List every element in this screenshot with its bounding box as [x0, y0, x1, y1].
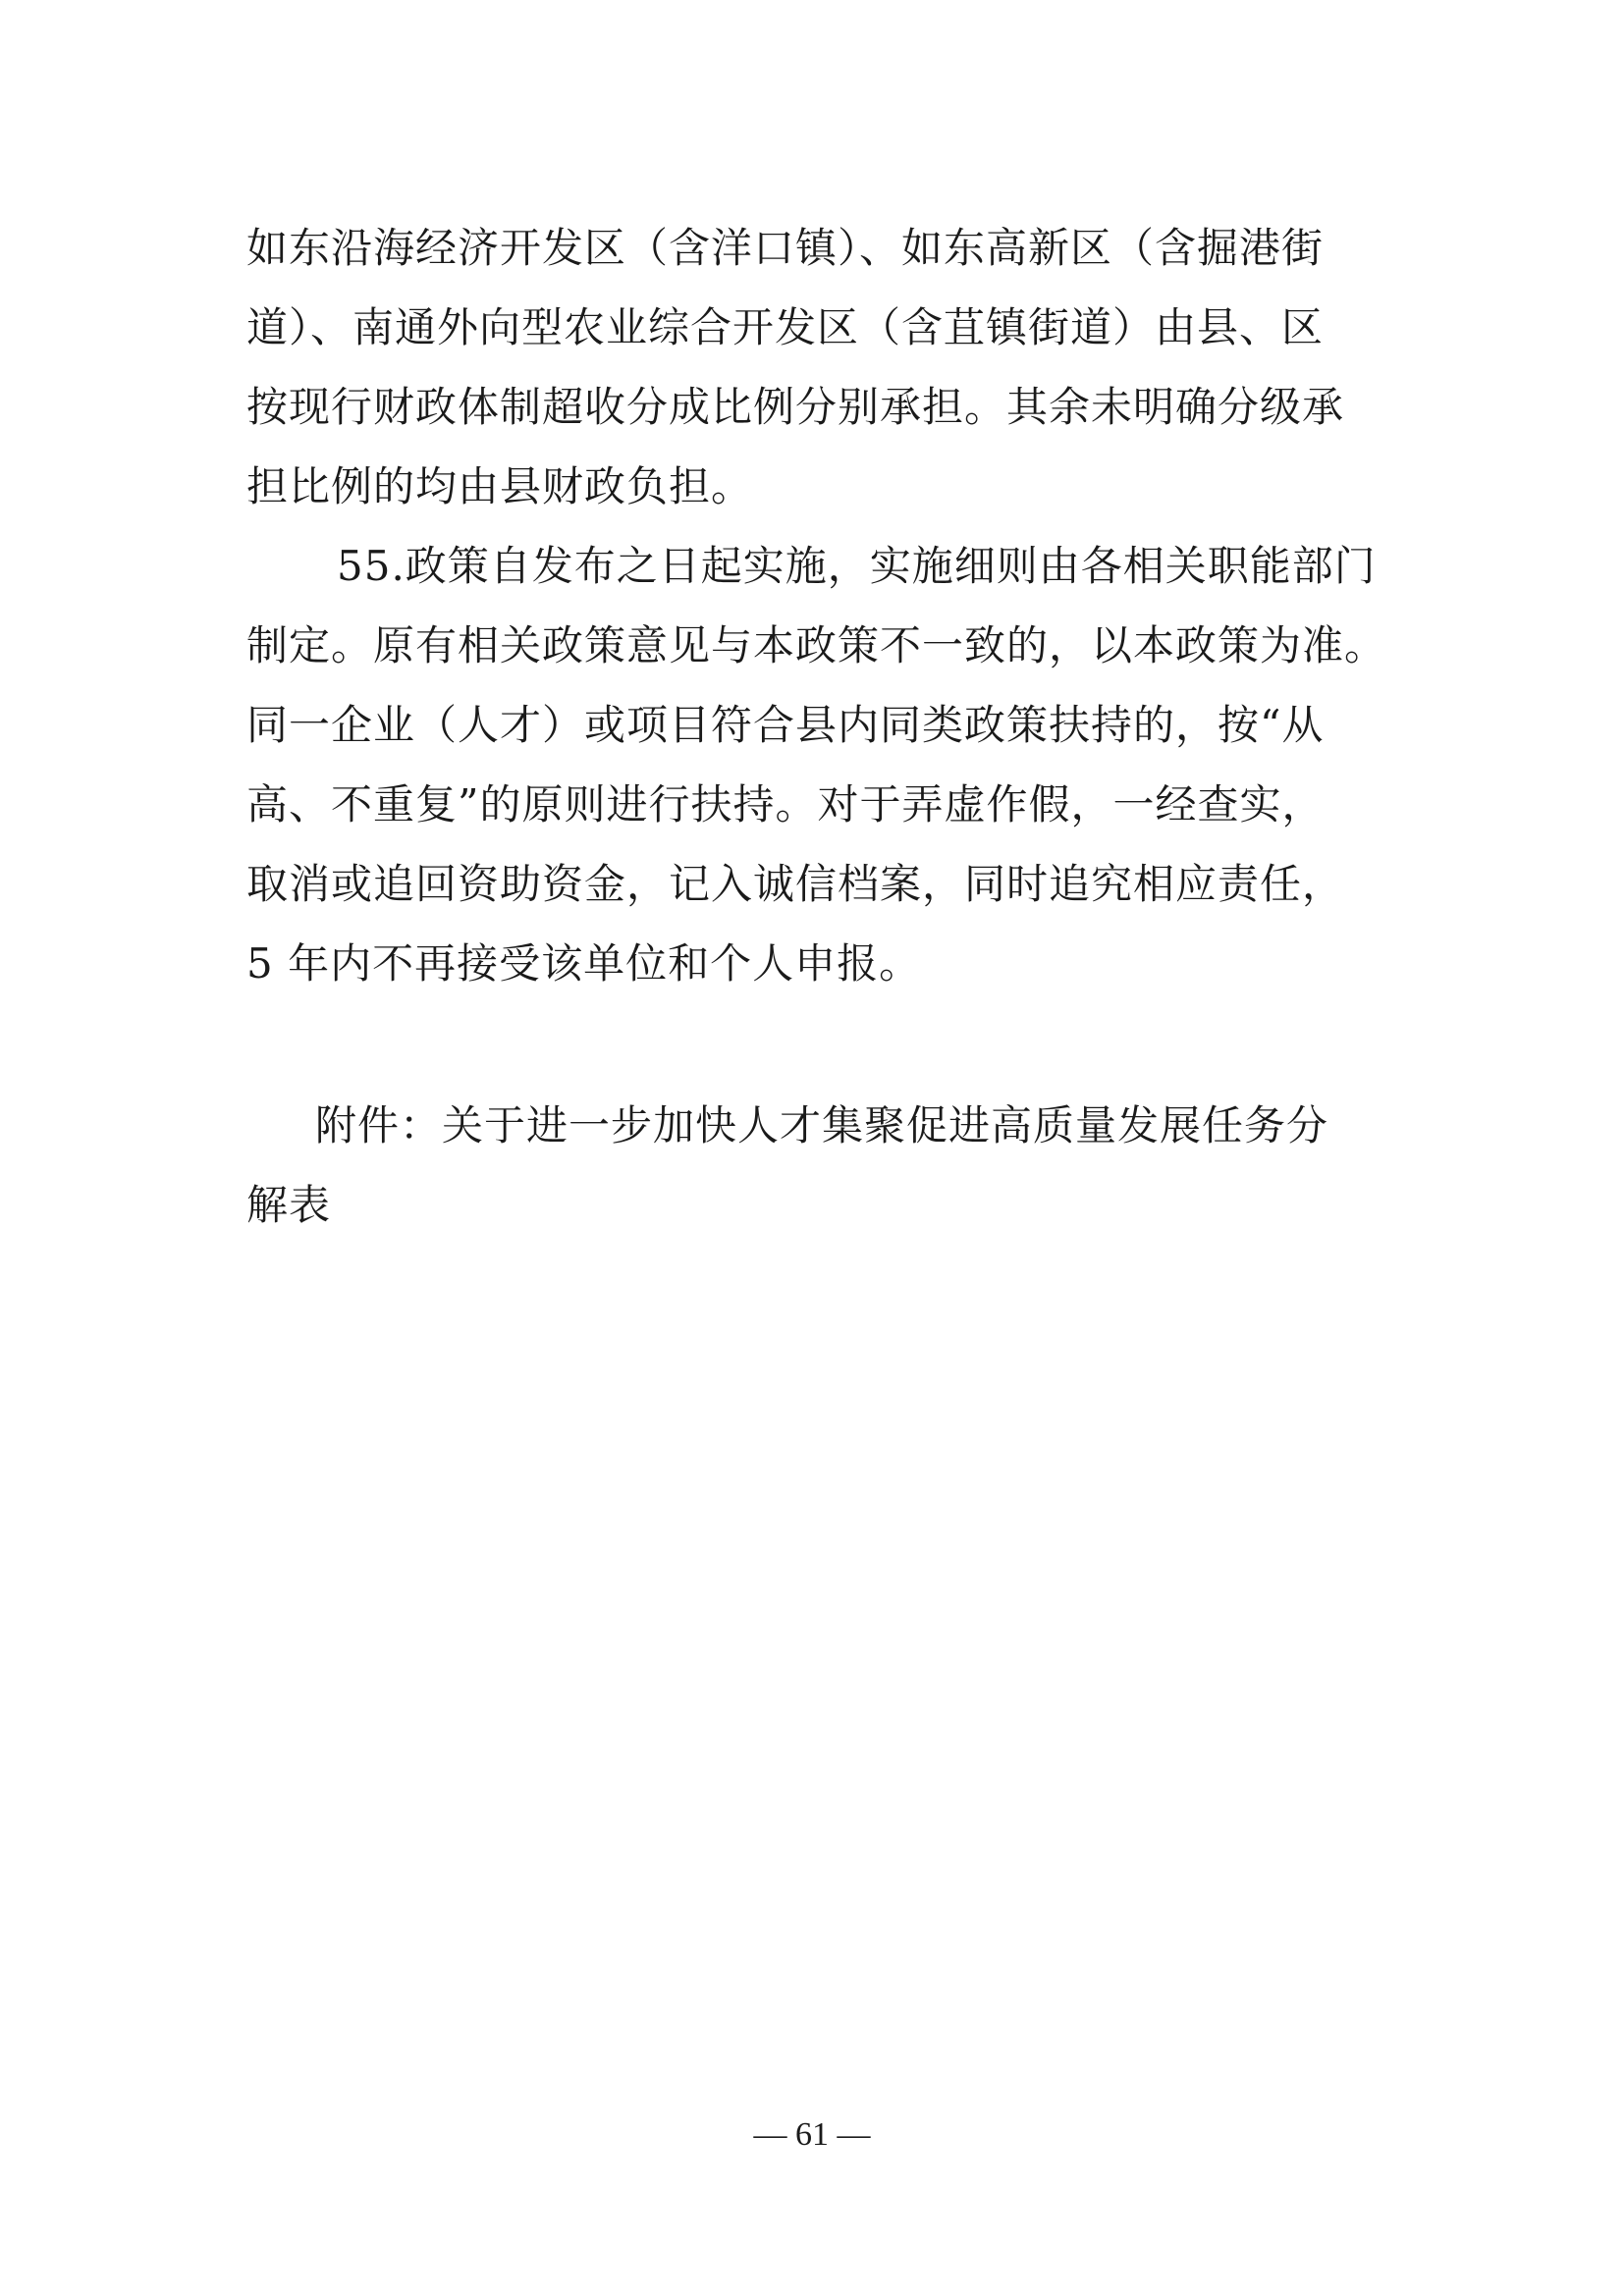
- text-line-1: 如东沿海经济开发区（含洋口镇）、如东高新区（含掘港街: [246, 224, 1325, 272]
- attachment-note: [246, 1086, 1390, 1245]
- text-line-10: 5 年内不再接受该单位和个人申报。: [246, 939, 922, 988]
- text-line-9: 取消或追回资助资金，记入诚信档案，同时追究相应责任，: [246, 860, 1345, 908]
- text-line-6: 制定。原有相关政策意见与本政策不一致的，以本政策为准。: [246, 621, 1387, 669]
- text-line-2: 道）、南通外向型农业综合开发区（含苴镇街道）由县、区: [246, 303, 1325, 351]
- policy-text: [246, 208, 1390, 1003]
- text-line-5: 55.政策自发布之日起实施，实施细则由各相关职能部门: [337, 542, 1377, 590]
- text-line-3: 按现行财政体制超收分成比例分别承担。其余未明确分级承: [246, 383, 1345, 431]
- page-number: — 61 —: [753, 2116, 871, 2153]
- attachment-line-2: 解表: [246, 1181, 332, 1229]
- text-line-4: 担比例的均由县财政负担。: [246, 462, 754, 510]
- attachment-line-1: 附件：关于进一步加快人才集聚促进高质量发展任务分: [315, 1101, 1329, 1149]
- text-line-7: 同一企业（人才）或项目符合县内同类政策扶持的，按“从: [246, 701, 1325, 749]
- text-line-8: 高、不重复”的原则进行扶持。对于弄虚作假，一经查实，: [246, 780, 1325, 828]
